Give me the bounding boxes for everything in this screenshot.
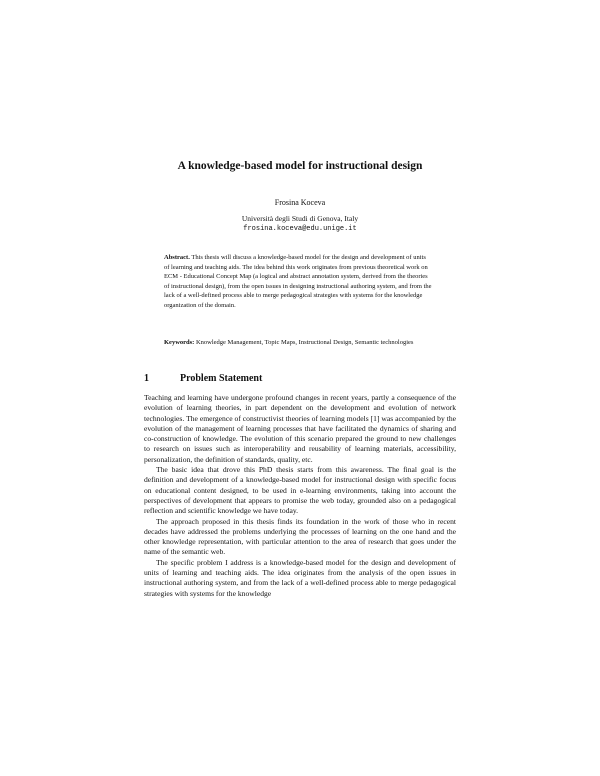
section-title: Problem Statement [180, 373, 263, 384]
paper-title: A knowledge-based model for instructional design [177, 160, 423, 172]
body-paragraph: The specific problem I address is a knowledge-based model for the design and development of units of learning and teaching aids. The idea originates from the analysis of the open issues in instructional authoring system, and from the lack of a well-defined process able to merge pedagogical strategies with systems for the knowledge [144, 557, 456, 598]
section-heading [144, 373, 262, 384]
affiliation-block [0, 214, 600, 234]
abstract-text: This thesis will discuss a knowledge-based model for the design and development of units of learning and teaching aids. The idea behind this work originates from previous theoretical work on ECM - Educational Concept Map (a logical and abstract annotation system, derived from the theories of instructional design), from the open issues in designing instructional authoring system, and from the lack of a well-defined process able to merge pedagogical strategies with systems for the knowledge organization of the domain. [164, 254, 432, 309]
section-number: 1 [144, 373, 149, 384]
body-paragraph: The approach proposed in this thesis finds its foundation in the work of those who in recent decades have addressed the problems underlying the processes of learning on the one hand and the other knowledge representation, with particular attention to the area of research that goes under the name of the semantic web. [144, 516, 456, 557]
abstract-label: Abstract. [164, 254, 190, 261]
author-name: Frosina Koceva [274, 198, 326, 207]
author-email[interactable]: frosina.koceva@edu.unige.it [243, 225, 357, 233]
affiliation: Università degli Studi di Genova, Italy [241, 214, 359, 223]
abstract [164, 253, 432, 310]
keywords [164, 338, 432, 348]
keywords-text: Knowledge Management, Topic Maps, Instructional Design, Semantic technologies [195, 339, 414, 346]
body-paragraph: The basic idea that drove this PhD thesis starts from this awareness. The final goal is the definition and development of a knowledge-based model for instructional design with specific focus on educational content designed, to be used in e-learning environments, taking into account the perspectives of development that appears to promise the web today, grounded also on a pedagogical reflection and scientific knowledge we have today. [144, 465, 456, 516]
keywords-label: Keywords: [164, 339, 195, 346]
section-body [144, 393, 456, 599]
body-paragraph: Teaching and learning have undergone profound changes in recent years, partly a consequence of the evolution of learning theories, in part dependent on the development and evolution of network technologies. The emergence of constructivist theories of learning models [1] was accompanied by the evolution of the management of learning processes that have facilitated the dynamics of sharing and co-construction of knowledge. The evolution of this scenario prepared the ground to new challenges to research on issues such as interoperability and reusability of learning materials, accessibility, personalization, the definition of standards, quality, etc. [144, 393, 456, 464]
